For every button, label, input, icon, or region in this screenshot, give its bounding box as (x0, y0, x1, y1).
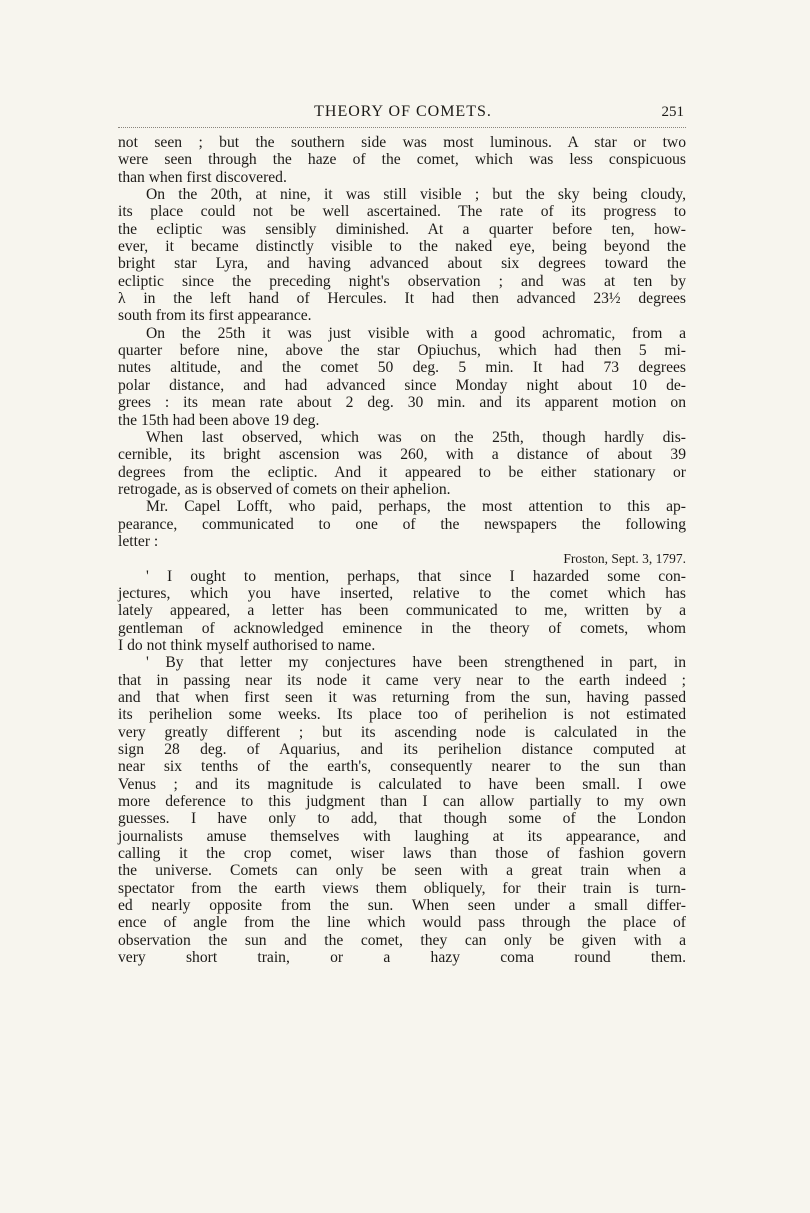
text-line: calling it the crop comet, wiser laws than those of fashion govern (118, 845, 686, 863)
text-line: grees : its mean rate about 2 deg. 30 min. and its apparent motion on (118, 394, 686, 412)
text-line: ' I ought to mention, perhaps, that since I hazarded some con- (146, 567, 686, 585)
text-line: ' By that letter my conjectures have been strengthened in part, in (146, 654, 686, 672)
text-line: ence of angle from the line which would pass through the place of (118, 914, 686, 932)
text-line: its perihelion some weeks. Its place too of perihelion is not estimated (118, 706, 686, 724)
text-line: very greatly different ; but its ascending node is calculated in the (118, 723, 686, 741)
running-title: THEORY OF COMETS. (314, 103, 492, 120)
text-line: On the 20th, at nine, it was still visible ; but the sky being cloudy, (146, 186, 686, 204)
text-line: were seen through the haze of the comet, which was less conspicuous (118, 151, 686, 169)
text-line: quarter before nine, above the star Opiuchus, which had then 5 mi- (118, 342, 686, 360)
text-line: polar distance, and had advanced since Monday night about 10 de- (118, 376, 686, 394)
text-line: the 15th had been above 19 deg. (118, 411, 320, 429)
text-line: not seen ; but the southern side was most luminous. A star or two (118, 134, 686, 151)
text-line: south from its first appearance. (118, 307, 312, 325)
text-line: ed nearly opposite from the sun. When seen under a small differ- (118, 897, 686, 915)
text-line: near six tenths of the earth's, consequently nearer to the sun than (118, 758, 686, 776)
text-line: lately appeared, a letter has been communicated to me, written by a (118, 602, 686, 620)
text-line: nutes altitude, and the comet 50 deg. 5 min. It had 73 degrees (118, 359, 686, 377)
text-line: guesses. I have only to add, that though some of the London (118, 810, 686, 828)
text-line: the ecliptic was sensibly diminished. At a quarter before ten, how- (118, 220, 686, 238)
text-line: very short train, or a hazy coma round them. (118, 949, 686, 967)
text-line: λ in the left hand of Hercules. It had then advanced 23½ degrees (118, 290, 686, 308)
text-line: its place could not be well ascertained. The rate of its progress to (118, 203, 686, 221)
text-line: When last observed, which was on the 25th, though hardly dis- (146, 428, 686, 446)
text-line: I do not think myself authorised to name. (118, 636, 376, 654)
text-line: that in passing near its node it came very near to the earth indeed ; (118, 671, 686, 689)
text-line: spectator from the earth views them obliquely, for their train is turn- (118, 879, 686, 897)
text-line: than when first discovered. (118, 168, 287, 186)
text-line: sign 28 deg. of Aquarius, and its perihelion distance computed at (118, 741, 686, 759)
text-line: ecliptic since the preceding night's observation ; and was at ten by (118, 272, 686, 290)
text-line: more deference to this judgment than I can allow partially to my own (118, 793, 686, 811)
text-line: On the 25th it was just visible with a good achromatic, from a (146, 324, 686, 342)
text-line: observation the sun and the comet, they can only be given with a (118, 931, 686, 949)
text-line: retrogade, as is observed of comets on their aphelion. (118, 480, 451, 498)
text-line: and that when first seen it was returning from the sun, having passed (118, 689, 686, 706)
page-number: 251 (661, 104, 684, 120)
text-line: ever, it became distinctly visible to the naked eye, being beyond the (118, 238, 686, 256)
header-rule (118, 127, 686, 128)
text-line: letter : (118, 532, 159, 550)
text-line: bright star Lyra, and having advanced about six degrees toward the (118, 255, 686, 273)
body-text (118, 134, 686, 967)
text-line: gentleman of acknowledged eminence in the theory of comets, whom (118, 619, 686, 637)
text-line: the universe. Comets can only be seen with a great train when a (118, 862, 686, 880)
text-line: jectures, which you have inserted, relative to the comet which has (118, 584, 686, 602)
text-line: journalists amuse themselves with laughing at its appearance, and (118, 827, 686, 845)
text-line: cernible, its bright ascension was 260, with a distance of about 39 (118, 446, 686, 464)
text-line: pearance, communicated to one of the newspapers the following (118, 515, 686, 533)
text-line: Mr. Capel Lofft, who paid, perhaps, the most attention to this ap- (146, 498, 686, 516)
page-header (118, 103, 688, 125)
text-line: degrees from the ecliptic. And it appeared to be either stationary or (118, 463, 686, 481)
letter-dateline: Froston, Sept. 3, 1797. (563, 551, 686, 567)
text-line: Venus ; and its magnitude is calculated to have been small. I owe (118, 775, 686, 793)
